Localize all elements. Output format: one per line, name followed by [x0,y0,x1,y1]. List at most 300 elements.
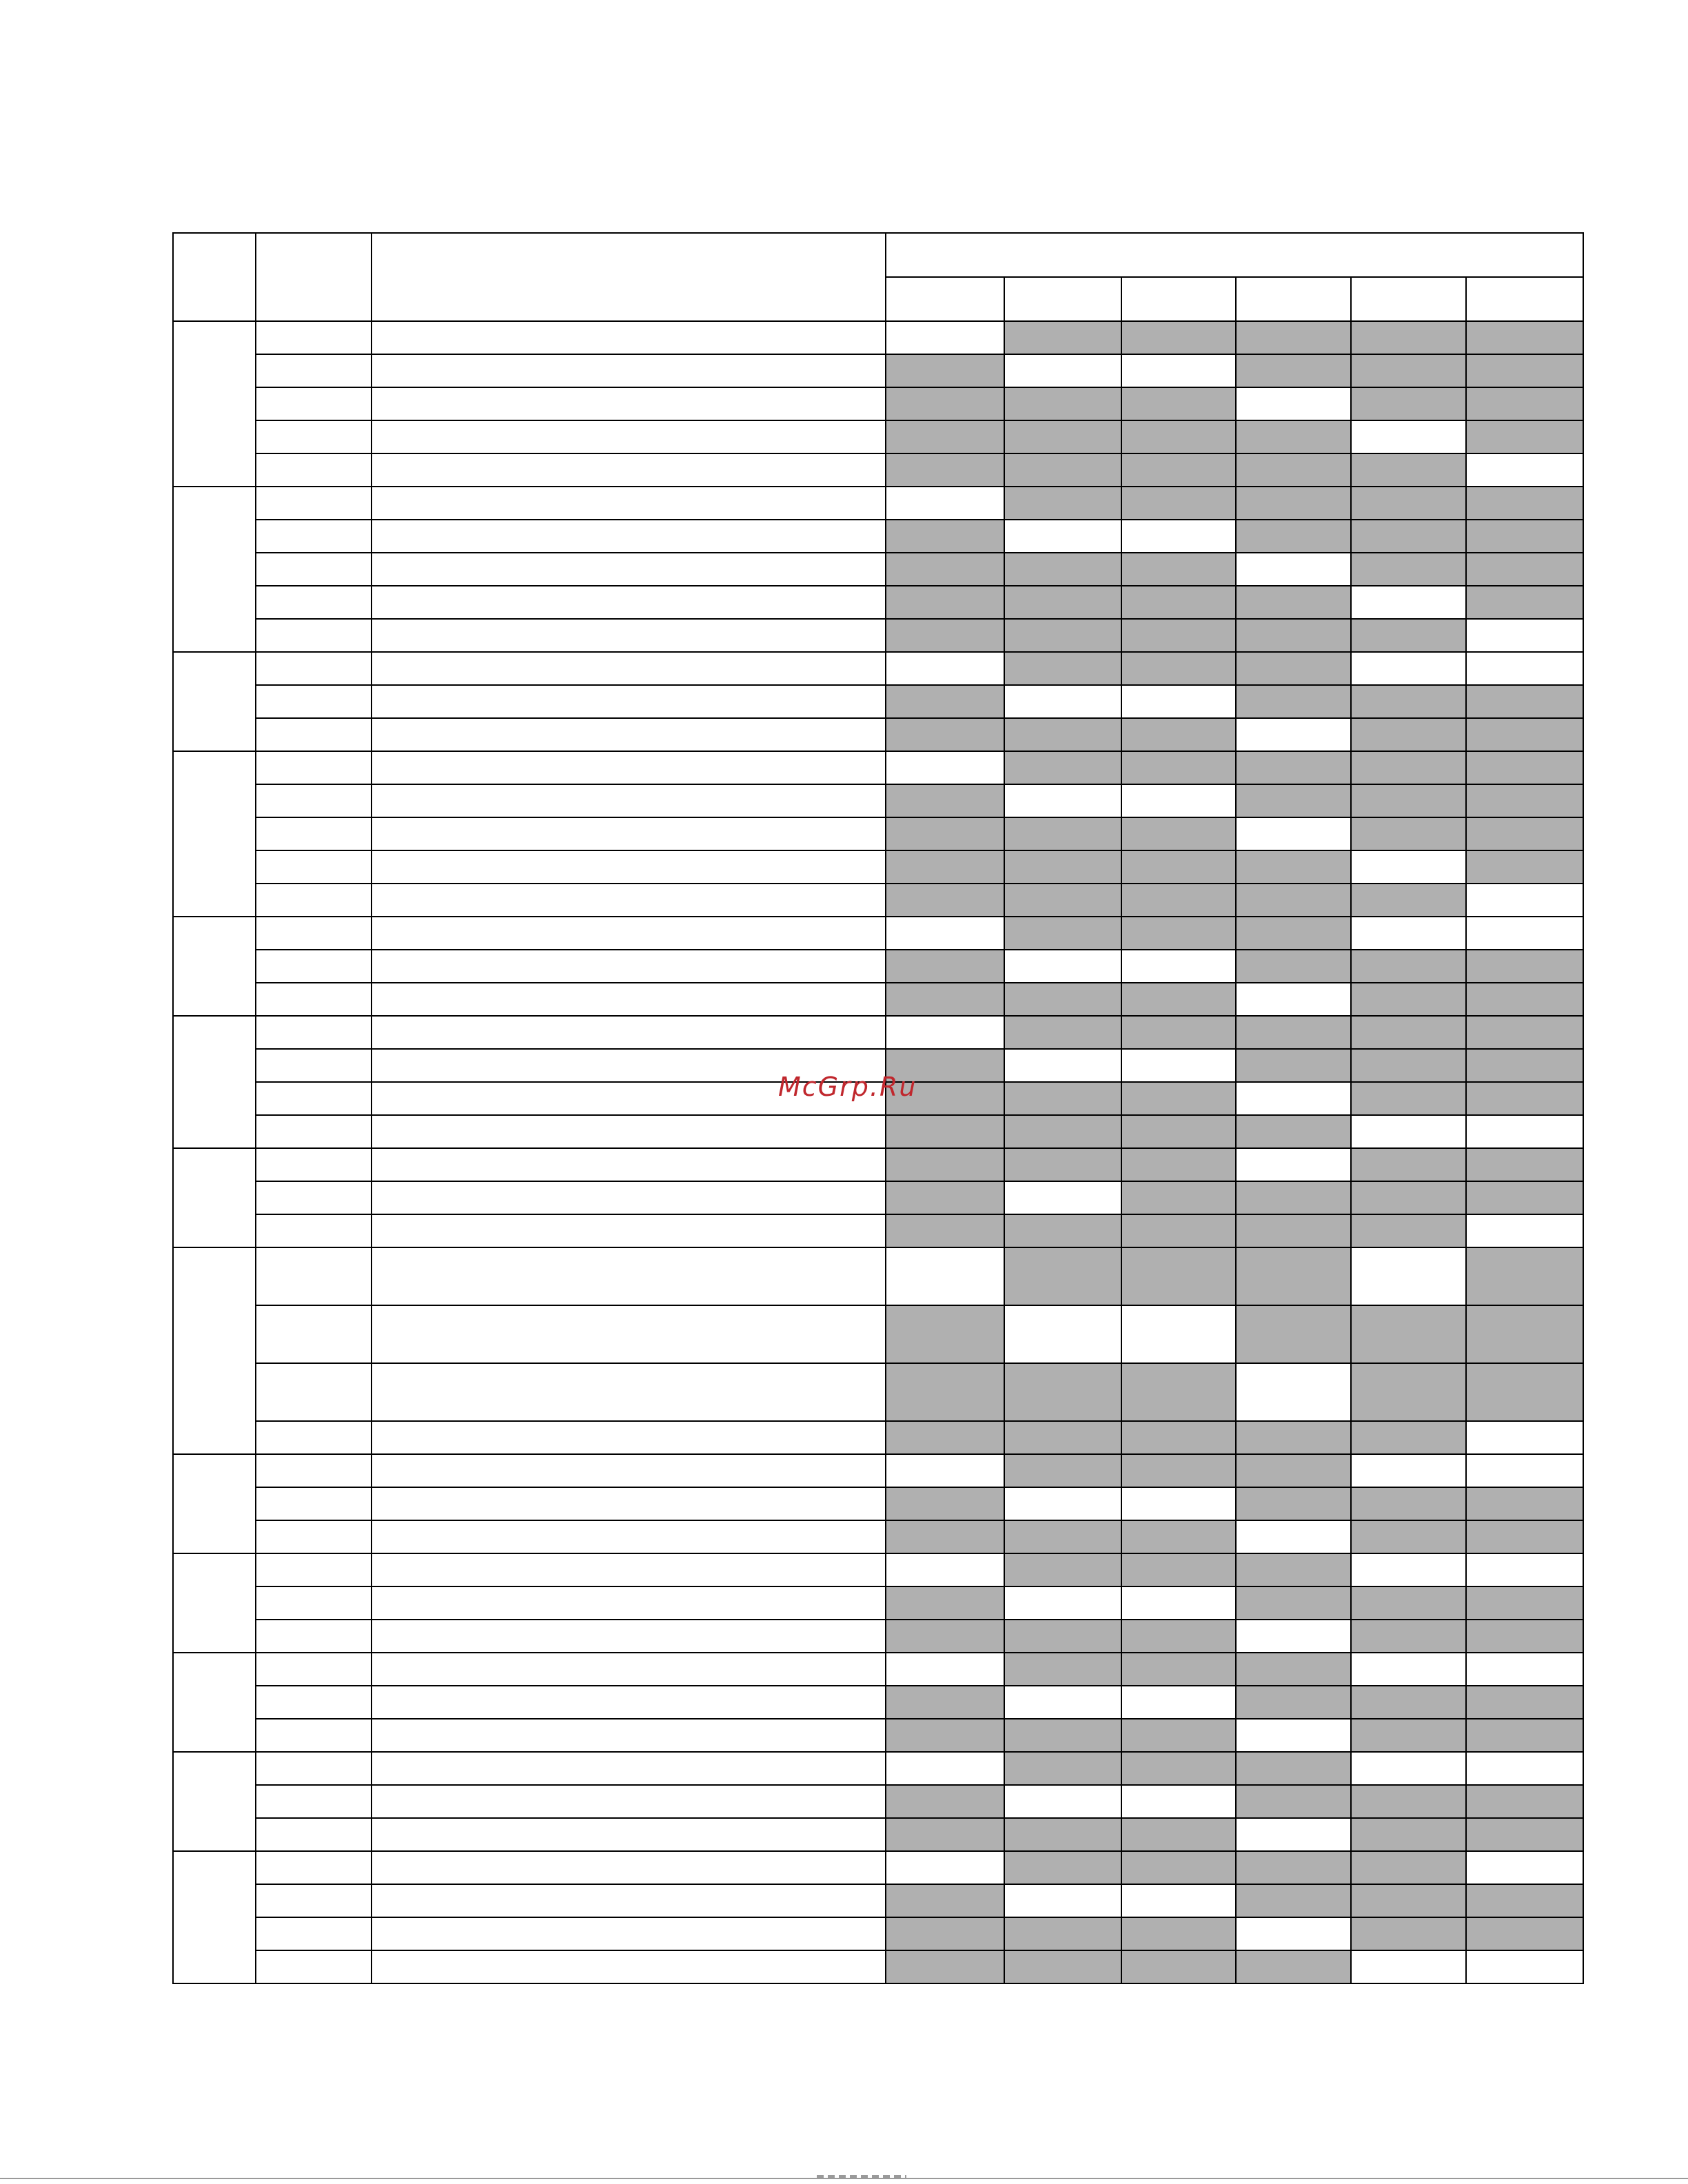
shaded-cell [1121,817,1236,850]
shaded-cell [886,1818,1004,1851]
shaded-cell [1466,1818,1583,1851]
empty-cell [1236,1719,1351,1752]
shaded-cell [1236,1454,1351,1487]
empty-cell [1236,718,1351,751]
description-cell [372,1148,886,1181]
shaded-cell [1351,387,1466,420]
code-cell [256,850,372,884]
empty-cell [1121,1586,1236,1620]
shaded-cell [1236,1752,1351,1785]
shaded-cell [1004,1454,1121,1487]
code-cell [256,1719,372,1752]
description-cell [372,1785,886,1818]
table-row [173,1719,1583,1752]
shaded-cell [1236,652,1351,685]
header-cell-setting-4 [1236,277,1351,321]
shaded-cell [886,1950,1004,1983]
description-cell [372,784,886,817]
description-cell [372,1181,886,1214]
table-body [173,233,1583,1983]
shaded-cell [1466,685,1583,718]
empty-cell [1236,553,1351,586]
shaded-cell [886,1686,1004,1719]
shaded-cell [886,1487,1004,1520]
shaded-cell [1236,950,1351,983]
empty-cell [1004,1305,1121,1363]
description-cell [372,619,886,652]
code-cell [256,1818,372,1851]
empty-cell [1236,1363,1351,1421]
shaded-cell [1351,718,1466,751]
shaded-cell [1004,1818,1121,1851]
empty-cell [1004,1181,1121,1214]
shaded-cell [1236,850,1351,884]
shaded-cell [1351,1851,1466,1884]
shaded-cell [886,420,1004,453]
shaded-cell [1351,983,1466,1016]
shaded-cell [1121,1752,1236,1785]
shaded-cell [1121,751,1236,784]
shaded-cell [1466,387,1583,420]
code-cell [256,453,372,487]
shaded-cell [1121,1115,1236,1148]
shaded-cell [886,619,1004,652]
shaded-cell [1121,1719,1236,1752]
description-cell [372,1752,886,1785]
empty-cell [1466,1553,1583,1586]
code-cell [256,1082,372,1115]
code-cell [256,917,372,950]
shaded-cell [1351,1686,1466,1719]
description-cell [372,1917,886,1950]
shaded-cell [886,1917,1004,1950]
description-cell [372,586,886,619]
shaded-cell [1236,1016,1351,1049]
description-cell [372,950,886,983]
code-cell [256,1884,372,1917]
shaded-cell [1004,453,1121,487]
shaded-cell [886,784,1004,817]
empty-cell [1004,520,1121,553]
shaded-cell [1236,487,1351,520]
shaded-cell [1004,1620,1121,1653]
shaded-cell [886,983,1004,1016]
shaded-cell [1004,321,1121,354]
empty-cell [1351,1653,1466,1686]
empty-cell [1236,983,1351,1016]
shaded-cell [1236,1884,1351,1917]
shaded-cell [1466,1520,1583,1553]
shaded-cell [1351,884,1466,917]
code-cell [256,321,372,354]
shaded-cell [1121,553,1236,586]
shaded-cell [1236,1214,1351,1247]
code-cell [256,1247,372,1305]
description-cell [372,1686,886,1719]
code-cell [256,1653,372,1686]
shaded-cell [1004,1148,1121,1181]
shaded-cell [1466,586,1583,619]
empty-cell [1466,884,1583,917]
empty-cell [1351,1454,1466,1487]
empty-cell [1466,619,1583,652]
shaded-cell [1004,917,1121,950]
code-cell [256,1049,372,1082]
empty-cell [1004,1686,1121,1719]
shaded-cell [1351,1487,1466,1520]
empty-cell [1121,1884,1236,1917]
shaded-cell [1121,321,1236,354]
shaded-cell [1004,420,1121,453]
shaded-cell [1351,784,1466,817]
empty-cell [886,321,1004,354]
shaded-cell [1236,1421,1351,1454]
description-cell [372,354,886,387]
table-row [173,751,1583,784]
table-row [173,1487,1583,1520]
code-cell [256,1421,372,1454]
shaded-cell [1121,1148,1236,1181]
group-cell [173,1016,256,1148]
table-row [173,685,1583,718]
shaded-cell [1466,1917,1583,1950]
description-cell [372,817,886,850]
shaded-cell [886,1620,1004,1653]
table-row [173,1305,1583,1363]
shaded-cell [1351,619,1466,652]
table-row [173,1620,1583,1653]
description-cell [372,983,886,1016]
description-cell [372,652,886,685]
shaded-cell [1236,1851,1351,1884]
shaded-cell [1351,1785,1466,1818]
shaded-cell [1004,850,1121,884]
shaded-cell [1351,1884,1466,1917]
shaded-cell [886,1785,1004,1818]
shaded-cell [886,850,1004,884]
shaded-cell [1236,1487,1351,1520]
shaded-cell [1004,387,1121,420]
empty-cell [1351,1950,1466,1983]
shaded-cell [1351,1181,1466,1214]
code-cell [256,1785,372,1818]
shaded-cell [1466,1082,1583,1115]
shaded-cell [1466,1363,1583,1421]
empty-cell [1236,1917,1351,1950]
shaded-cell [1351,950,1466,983]
empty-cell [1466,1115,1583,1148]
empty-cell [1466,1950,1583,1983]
shaded-cell [1121,983,1236,1016]
code-cell [256,1950,372,1983]
description-cell [372,321,886,354]
empty-cell [1466,1653,1583,1686]
shaded-cell [1466,520,1583,553]
empty-cell [1466,1454,1583,1487]
shaded-cell [1351,1620,1466,1653]
header-cell-setting-3 [1121,277,1236,321]
shaded-cell [886,354,1004,387]
shaded-cell [1466,784,1583,817]
code-cell [256,718,372,751]
empty-cell [1351,420,1466,453]
header-cell-group [173,233,256,321]
shaded-cell [1466,1247,1583,1305]
empty-cell [886,917,1004,950]
description-cell [372,1653,886,1686]
shaded-cell [1236,1049,1351,1082]
code-cell [256,983,372,1016]
header-cell-setting-5 [1351,277,1466,321]
shaded-cell [1351,553,1466,586]
shaded-cell [1351,453,1466,487]
empty-cell [1351,1115,1466,1148]
empty-cell [1121,685,1236,718]
empty-cell [1004,1487,1121,1520]
shaded-cell [1236,751,1351,784]
shaded-cell [1121,1653,1236,1686]
shaded-cell [1466,983,1583,1016]
shaded-cell [1004,1363,1121,1421]
shaded-cell [1466,751,1583,784]
group-cell [173,1148,256,1247]
shaded-cell [1351,520,1466,553]
shaded-cell [1236,1553,1351,1586]
table-row [173,520,1583,553]
shaded-cell [1466,487,1583,520]
table-row [173,1016,1583,1049]
shaded-cell [1004,1950,1121,1983]
code-cell [256,652,372,685]
empty-cell [886,487,1004,520]
shaded-cell [1466,1049,1583,1082]
shaded-cell [1466,1487,1583,1520]
footer-mark [817,2175,906,2179]
header-cell-setting-6 [1466,277,1583,321]
table-row [173,983,1583,1016]
shaded-cell [1351,1049,1466,1082]
code-cell [256,1686,372,1719]
empty-cell [1236,817,1351,850]
code-cell [256,553,372,586]
shaded-cell [1466,1884,1583,1917]
shaded-cell [1004,1082,1121,1115]
description-cell [372,1115,886,1148]
code-cell [256,1520,372,1553]
shaded-cell [1236,321,1351,354]
empty-cell [886,1553,1004,1586]
code-cell [256,784,372,817]
code-cell [256,1305,372,1363]
code-cell [256,1454,372,1487]
shaded-cell [1236,1247,1351,1305]
shaded-cell [1236,354,1351,387]
shaded-cell [1121,1363,1236,1421]
shaded-cell [886,950,1004,983]
table-row [173,1553,1583,1586]
shaded-cell [1351,751,1466,784]
description-cell [372,1016,886,1049]
description-cell [372,1454,886,1487]
description-cell [372,1214,886,1247]
shaded-cell [1121,1082,1236,1115]
shaded-cell [1236,586,1351,619]
code-cell [256,1487,372,1520]
description-cell [372,1247,886,1305]
description-cell [372,1818,886,1851]
shaded-cell [886,1181,1004,1214]
description-cell [372,1851,886,1884]
empty-cell [1121,1487,1236,1520]
shaded-cell [1351,1016,1466,1049]
group-cell [173,321,256,487]
code-cell [256,1917,372,1950]
shaded-cell [1466,1719,1583,1752]
shaded-cell [1351,1421,1466,1454]
header-cell-setting-2 [1004,277,1121,321]
shaded-cell [1004,1917,1121,1950]
table-row [173,387,1583,420]
shaded-cell [1004,652,1121,685]
table-row [173,1653,1583,1686]
table-row [173,553,1583,586]
shaded-cell [1121,718,1236,751]
table-row [173,1917,1583,1950]
code-cell [256,520,372,553]
shaded-cell [886,586,1004,619]
shaded-cell [1004,718,1121,751]
table-row [173,619,1583,652]
group-cell [173,917,256,1016]
group-cell [173,1653,256,1752]
shaded-cell [1121,619,1236,652]
shaded-cell [1466,1305,1583,1363]
shaded-cell [1236,520,1351,553]
shaded-cell [1004,1752,1121,1785]
shaded-cell [1004,586,1121,619]
group-cell [173,1752,256,1851]
empty-cell [1351,917,1466,950]
empty-cell [1004,1049,1121,1082]
empty-cell [886,1016,1004,1049]
shaded-cell [886,1363,1004,1421]
table-row [173,850,1583,884]
shaded-cell [886,1421,1004,1454]
empty-cell [1466,652,1583,685]
shaded-cell [1004,1520,1121,1553]
shaded-cell [1351,1148,1466,1181]
code-cell [256,1181,372,1214]
table-row [173,586,1583,619]
shaded-cell [1351,1363,1466,1421]
code-cell [256,1115,372,1148]
code-cell [256,1214,372,1247]
description-cell [372,718,886,751]
table-row [173,1950,1583,1983]
description-cell [372,1305,886,1363]
table-row [173,1752,1583,1785]
group-cell [173,1553,256,1653]
description-cell [372,453,886,487]
shaded-cell [1466,354,1583,387]
empty-cell [1351,1752,1466,1785]
table-row [173,1884,1583,1917]
code-cell [256,817,372,850]
group-cell [173,652,256,751]
code-cell [256,586,372,619]
shaded-cell [1004,619,1121,652]
shaded-cell [1351,1586,1466,1620]
shaded-cell [1121,1851,1236,1884]
shaded-cell [1121,1016,1236,1049]
shaded-cell [1236,1181,1351,1214]
shaded-cell [1351,1214,1466,1247]
shaded-cell [1466,1016,1583,1049]
description-cell [372,1363,886,1421]
shaded-cell [1236,685,1351,718]
shaded-cell [1004,553,1121,586]
code-cell [256,1553,372,1586]
header-row-top [173,233,1583,277]
description-cell [372,850,886,884]
shaded-cell [1121,487,1236,520]
shaded-cell [1466,950,1583,983]
shaded-cell [1236,1653,1351,1686]
description-cell [372,520,886,553]
empty-cell [886,1454,1004,1487]
shaded-cell [1466,1686,1583,1719]
table-row [173,718,1583,751]
table-row [173,1454,1583,1487]
description-cell [372,1620,886,1653]
code-cell [256,950,372,983]
description-cell [372,1520,886,1553]
table-row [173,1686,1583,1719]
empty-cell [1004,354,1121,387]
empty-cell [1004,950,1121,983]
empty-cell [1466,1421,1583,1454]
empty-cell [1236,387,1351,420]
shaded-cell [1121,1454,1236,1487]
shaded-cell [1351,1719,1466,1752]
shaded-cell [886,685,1004,718]
table-row [173,420,1583,453]
shaded-cell [1466,1785,1583,1818]
empty-cell [886,1247,1004,1305]
shaded-cell [1004,1719,1121,1752]
shaded-cell [886,1305,1004,1363]
shaded-cell [1121,1917,1236,1950]
table-row [173,1421,1583,1454]
shaded-cell [1351,354,1466,387]
shaded-cell [1121,1520,1236,1553]
shaded-cell [1121,850,1236,884]
description-cell [372,420,886,453]
shaded-cell [1004,1016,1121,1049]
shaded-cell [1121,586,1236,619]
shaded-cell [1466,1148,1583,1181]
shaded-cell [1121,1950,1236,1983]
shaded-cell [1236,884,1351,917]
code-cell [256,420,372,453]
empty-cell [1351,850,1466,884]
watermark-text: McGrp.Ru [778,1072,917,1102]
shaded-cell [886,817,1004,850]
shaded-cell [1121,884,1236,917]
empty-cell [1236,1148,1351,1181]
shaded-cell [1004,983,1121,1016]
shaded-cell [886,1719,1004,1752]
